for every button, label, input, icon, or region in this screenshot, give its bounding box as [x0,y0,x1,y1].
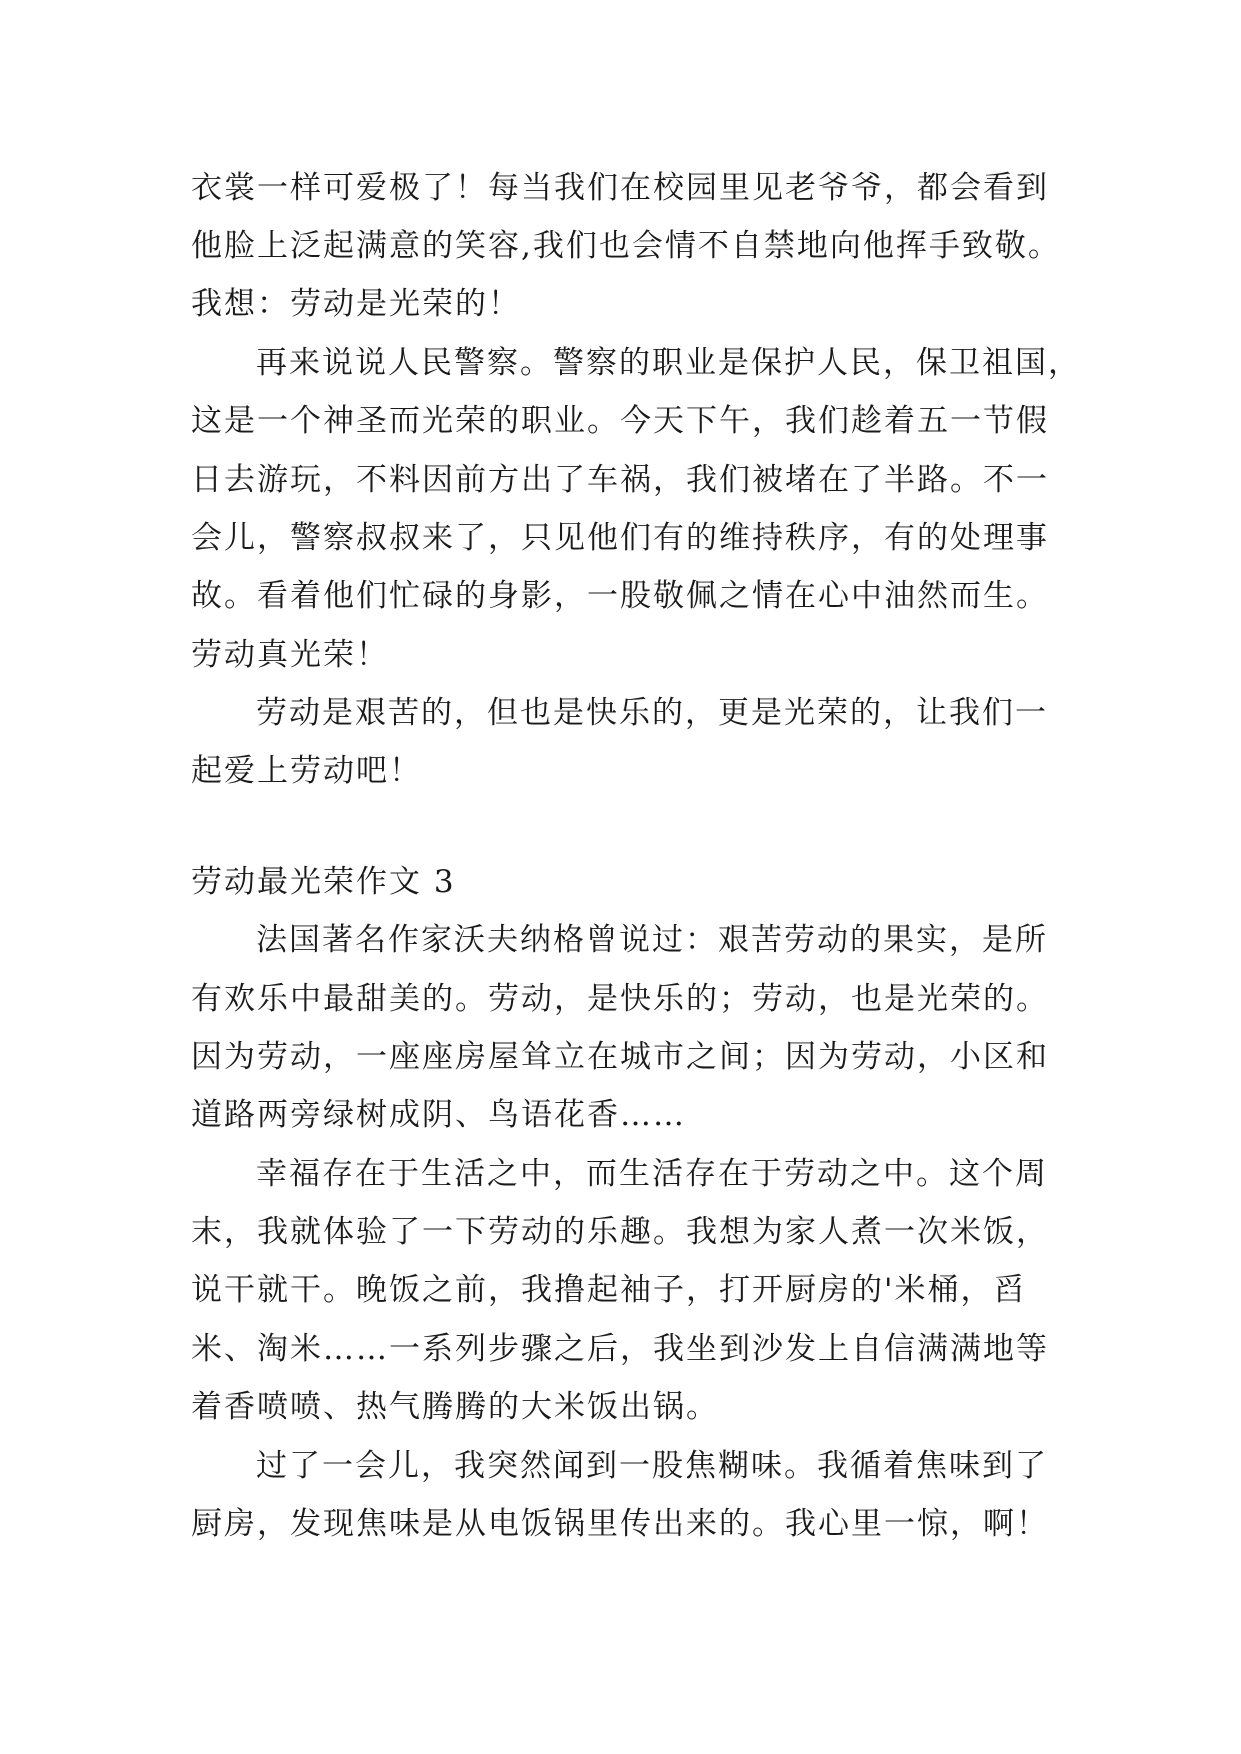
text-line: 日去游玩，不料因前方出了车祸，我们被堵在了半路。不一 [191,462,1049,498]
paragraph-start: 过了一会儿，我突然闻到一股焦糊味。我循着焦味到了 [256,1448,1048,1484]
text-line: 末，我就体验了一下劳动的乐趣。我想为家人煮一次米饭， [191,1214,1049,1250]
paragraph-start: 再来说说人民警察。警察的职业是保护人民，保卫祖国， [256,345,1081,381]
text-line: 起爱上劳动吧！ [191,753,422,789]
text-line: 说干就干。晚饭之前，我撸起袖子，打开厨房的'米桶，舀 [191,1272,1027,1308]
paragraph-start: 法国著名作家沃夫纳格曾说过：艰苦劳动的果实，是所 [256,922,1048,958]
text-line: 因为劳动，一座座房屋耸立在城市之间；因为劳动，小区和 [191,1039,1049,1075]
text-line: 衣裳一样可爱极了！每当我们在校园里见老爷爷，都会看到 [191,170,1049,206]
text-line: 他脸上泛起满意的笑容,我们也会情不自禁地向他挥手致敬。 [191,228,1061,264]
text-line: 着香喷喷、热气腾腾的大米饭出锅。 [191,1389,719,1425]
paragraph-start: 劳动是艰苦的，但也是快乐的，更是光荣的，让我们一 [256,695,1048,731]
text-line: 会儿，警察叔叔来了，只见他们有的维持秩序，有的处理事 [191,520,1049,556]
text-line: 我想：劳动是光荣的！ [191,286,521,322]
text-line: 有欢乐中最甜美的。劳动，是快乐的；劳动，也是光荣的。 [191,981,1049,1017]
text-line: 劳动真光荣！ [191,637,389,673]
section-heading: 劳动最光荣作文 3 [191,864,456,900]
text-line: 故。看着他们忙碌的身影，一股敬佩之情在心中油然而生。 [191,578,1049,614]
text-line: 这是一个神圣而光荣的职业。今天下午，我们趁着五一节假 [191,403,1049,439]
text-line: 米、淘米……一系列步骤之后，我坐到沙发上自信满满地等 [191,1331,1049,1367]
paragraph-start: 幸福存在于生活之中，而生活存在于劳动之中。这个周 [256,1156,1048,1192]
text-line: 道路两旁绿树成阴、鸟语花香…… [191,1097,686,1133]
text-line: 厨房，发现焦味是从电饭锅里传出来的。我心里一惊，啊！ [191,1506,1049,1542]
